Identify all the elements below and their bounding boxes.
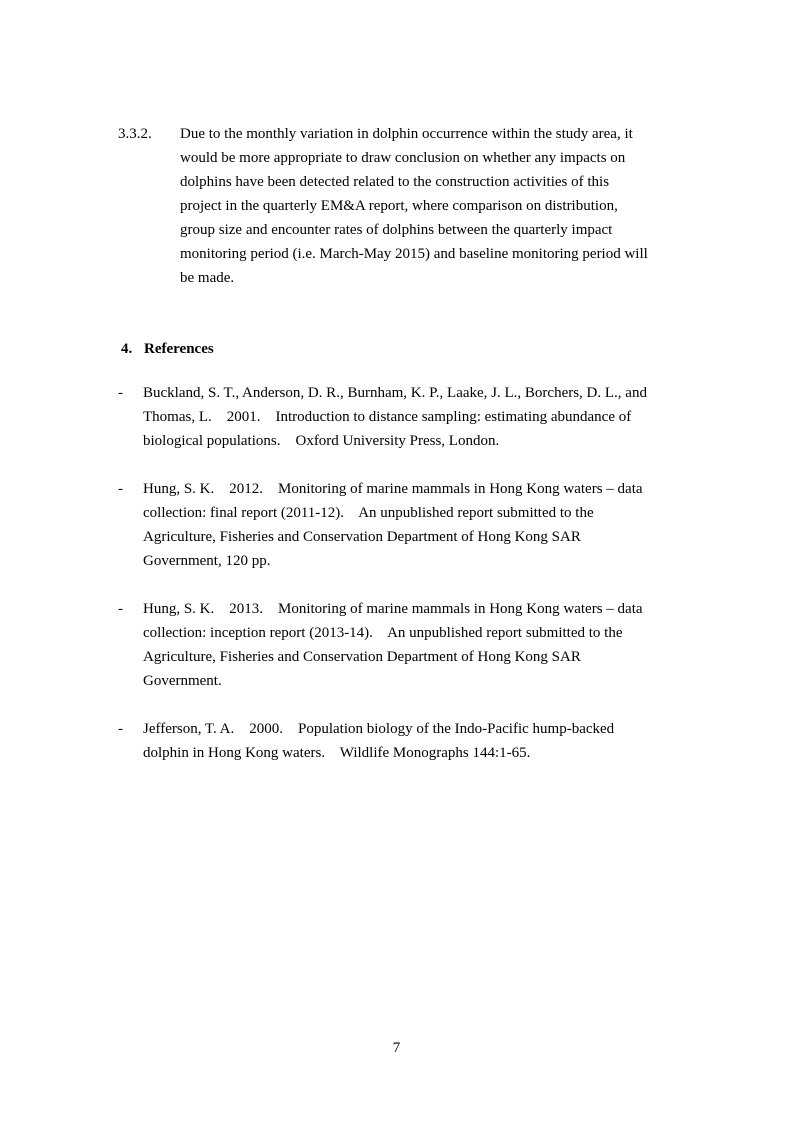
reference-line: collection: inception report (2013-14). An unpublished report submitted to the	[143, 625, 623, 641]
heading-title: References	[144, 341, 214, 357]
reference-bullet: -	[118, 721, 123, 737]
paragraph-line: monitoring period (i.e. March-May 2015) and baseline monitoring period will	[180, 246, 648, 262]
heading-number: 4.	[121, 341, 133, 357]
reference-bullet: -	[118, 601, 123, 617]
reference-line: Buckland, S. T., Anderson, D. R., Burnham, K. P., Laake, J. L., Borchers, D. L., and	[143, 385, 647, 401]
reference-text	[143, 381, 698, 453]
reference-line: Agriculture, Fisheries and Conservation Department of Hong Kong SAR	[143, 649, 581, 665]
reference-line: dolphin in Hong Kong waters. Wildlife Monographs 144:1-65.	[143, 745, 531, 761]
paragraph-line: would be more appropriate to draw conclusion on whether any impacts on	[180, 150, 626, 166]
reference-bullet: -	[118, 385, 123, 401]
reference-line: Hung, S. K. 2013. Monitoring of marine mammals in Hong Kong waters – data	[143, 601, 643, 617]
section-paragraph	[180, 122, 688, 290]
reference-line: Agriculture, Fisheries and Conservation Department of Hong Kong SAR	[143, 529, 581, 545]
reference-line: Hung, S. K. 2012. Monitoring of marine mammals in Hong Kong waters – data	[143, 481, 643, 497]
reference-line: Thomas, L. 2001. Introduction to distance sampling: estimating abundance of	[143, 409, 632, 425]
reference-line: collection: final report (2011-12). An unpublished report submitted to the	[143, 505, 594, 521]
reference-text	[143, 477, 698, 573]
reference-line: Government, 120 pp.	[143, 553, 271, 569]
reference-text	[143, 717, 698, 765]
reference-line: Jefferson, T. A. 2000. Population biology of the Indo-Pacific hump-backed	[143, 721, 615, 737]
references-heading	[121, 337, 214, 361]
paragraph-line: dolphins have been detected related to the construction activities of this	[180, 174, 610, 190]
reference-bullet: -	[118, 481, 123, 497]
reference-text	[143, 597, 698, 693]
paragraph-line: project in the quarterly EM&A report, where comparison on distribution,	[180, 198, 618, 214]
paragraph-line: group size and encounter rates of dolphins between the quarterly impact	[180, 222, 613, 238]
paragraph-line: Due to the monthly variation in dolphin occurrence within the study area, it	[180, 126, 633, 142]
section-number: 3.3.2.	[118, 126, 152, 142]
paragraph-line: be made.	[180, 270, 235, 286]
reference-line: Government.	[143, 673, 222, 689]
reference-line: biological populations. Oxford University Press, London.	[143, 433, 500, 449]
page-number: 7	[392, 1040, 401, 1056]
